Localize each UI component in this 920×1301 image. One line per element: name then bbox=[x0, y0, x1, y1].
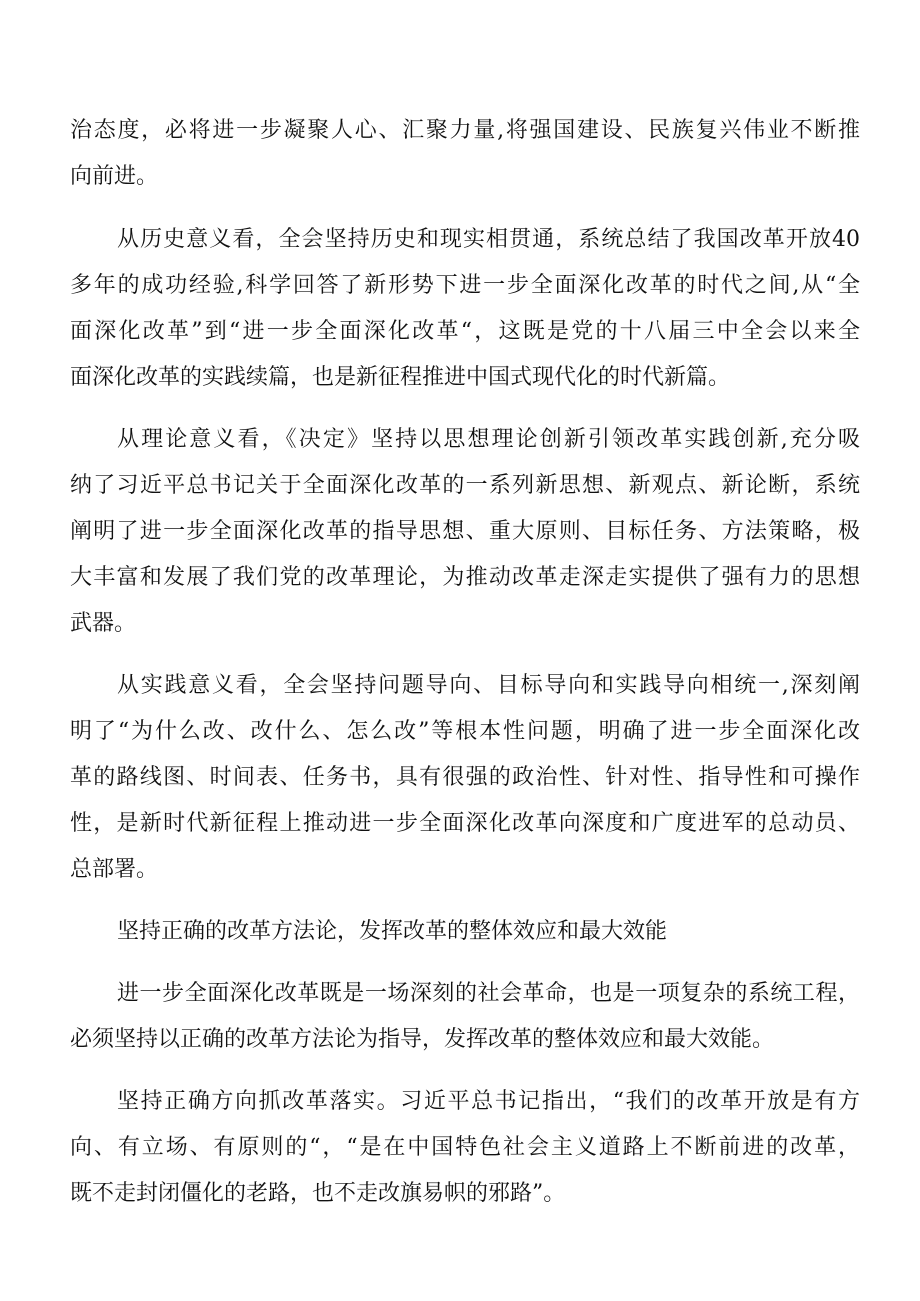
paragraph-line: 阐明了进一步全面深化改革的指导思想、重大原则、目标任务、方法策略，极 bbox=[70, 519, 860, 544]
paragraph-line: 明了“为什么改、改什么、怎么改”等根本性问题，明确了进一步全面深化改 bbox=[70, 719, 860, 744]
paragraph-line: 向前进。 bbox=[70, 164, 159, 189]
paragraph-line: 纳了习近平总书记关于全面深化改革的一系列新思想、新观点、新论断，系统 bbox=[70, 473, 860, 498]
paragraph-line: 既不走封闭僵化的老路，也不走改旗易帜的邪路”。 bbox=[70, 1181, 566, 1206]
paragraph-line: 向、有立场、有原则的“，“是在中国特色社会主义道路上不断前进的改革， bbox=[70, 1135, 860, 1160]
paragraph-line: 大丰富和发展了我们党的改革理论，为推动改革走深走实提供了强有力的思想 bbox=[70, 565, 860, 590]
paragraph-line: 从历史意义看，全会坚持历史和现实相贯通，系统总结了我国改革开放40 bbox=[117, 227, 860, 252]
paragraph-line: 必须坚持以正确的改革方法论为指导，发挥改革的整体效应和最大效能。 bbox=[70, 1027, 775, 1052]
paragraph-line: 革的路线图、时间表、任务书，具有很强的政治性、针对性、指导性和可操作 bbox=[70, 765, 860, 790]
paragraph-line: 多年的成功经验,科学回答了新形势下进一步全面深化改革的时代之间,从“全 bbox=[70, 273, 860, 298]
paragraph-line: 面深化改革的实践续篇，也是新征程推进中国式现代化的时代新篇。 bbox=[70, 365, 731, 390]
paragraph-line: 武器。 bbox=[70, 611, 137, 636]
section-heading: 坚持正确的改革方法论，发挥改革的整体效应和最大效能 bbox=[117, 919, 668, 944]
paragraph-line: 性，是新时代新征程上推动进一步全面深化改革向深度和广度进军的总动员、 bbox=[70, 811, 860, 836]
paragraph-line: 进一步全面深化改革既是一场深刻的社会革命，也是一项复杂的系统工程， bbox=[117, 981, 860, 1006]
paragraph-line: 总部署。 bbox=[70, 857, 159, 882]
paragraph-line: 治态度，必将进一步凝聚人心、汇聚力量,将强国建设、民族复兴伟业不断推 bbox=[70, 118, 860, 143]
paragraph-line: 坚持正确方向抓改革落实。习近平总书记指出，“我们的改革开放是有方 bbox=[117, 1089, 860, 1114]
paragraph-line: 从理论意义看，《决定》坚持以思想理论创新引领改革实践创新,充分吸 bbox=[117, 427, 860, 452]
paragraph-line: 面深化改革”到“进一步全面深化改革“，这既是党的十八届三中全会以来全 bbox=[70, 319, 860, 344]
paragraph-line: 从实践意义看，全会坚持问题导向、目标导向和实践导向相统一,深刻阐 bbox=[117, 673, 860, 698]
